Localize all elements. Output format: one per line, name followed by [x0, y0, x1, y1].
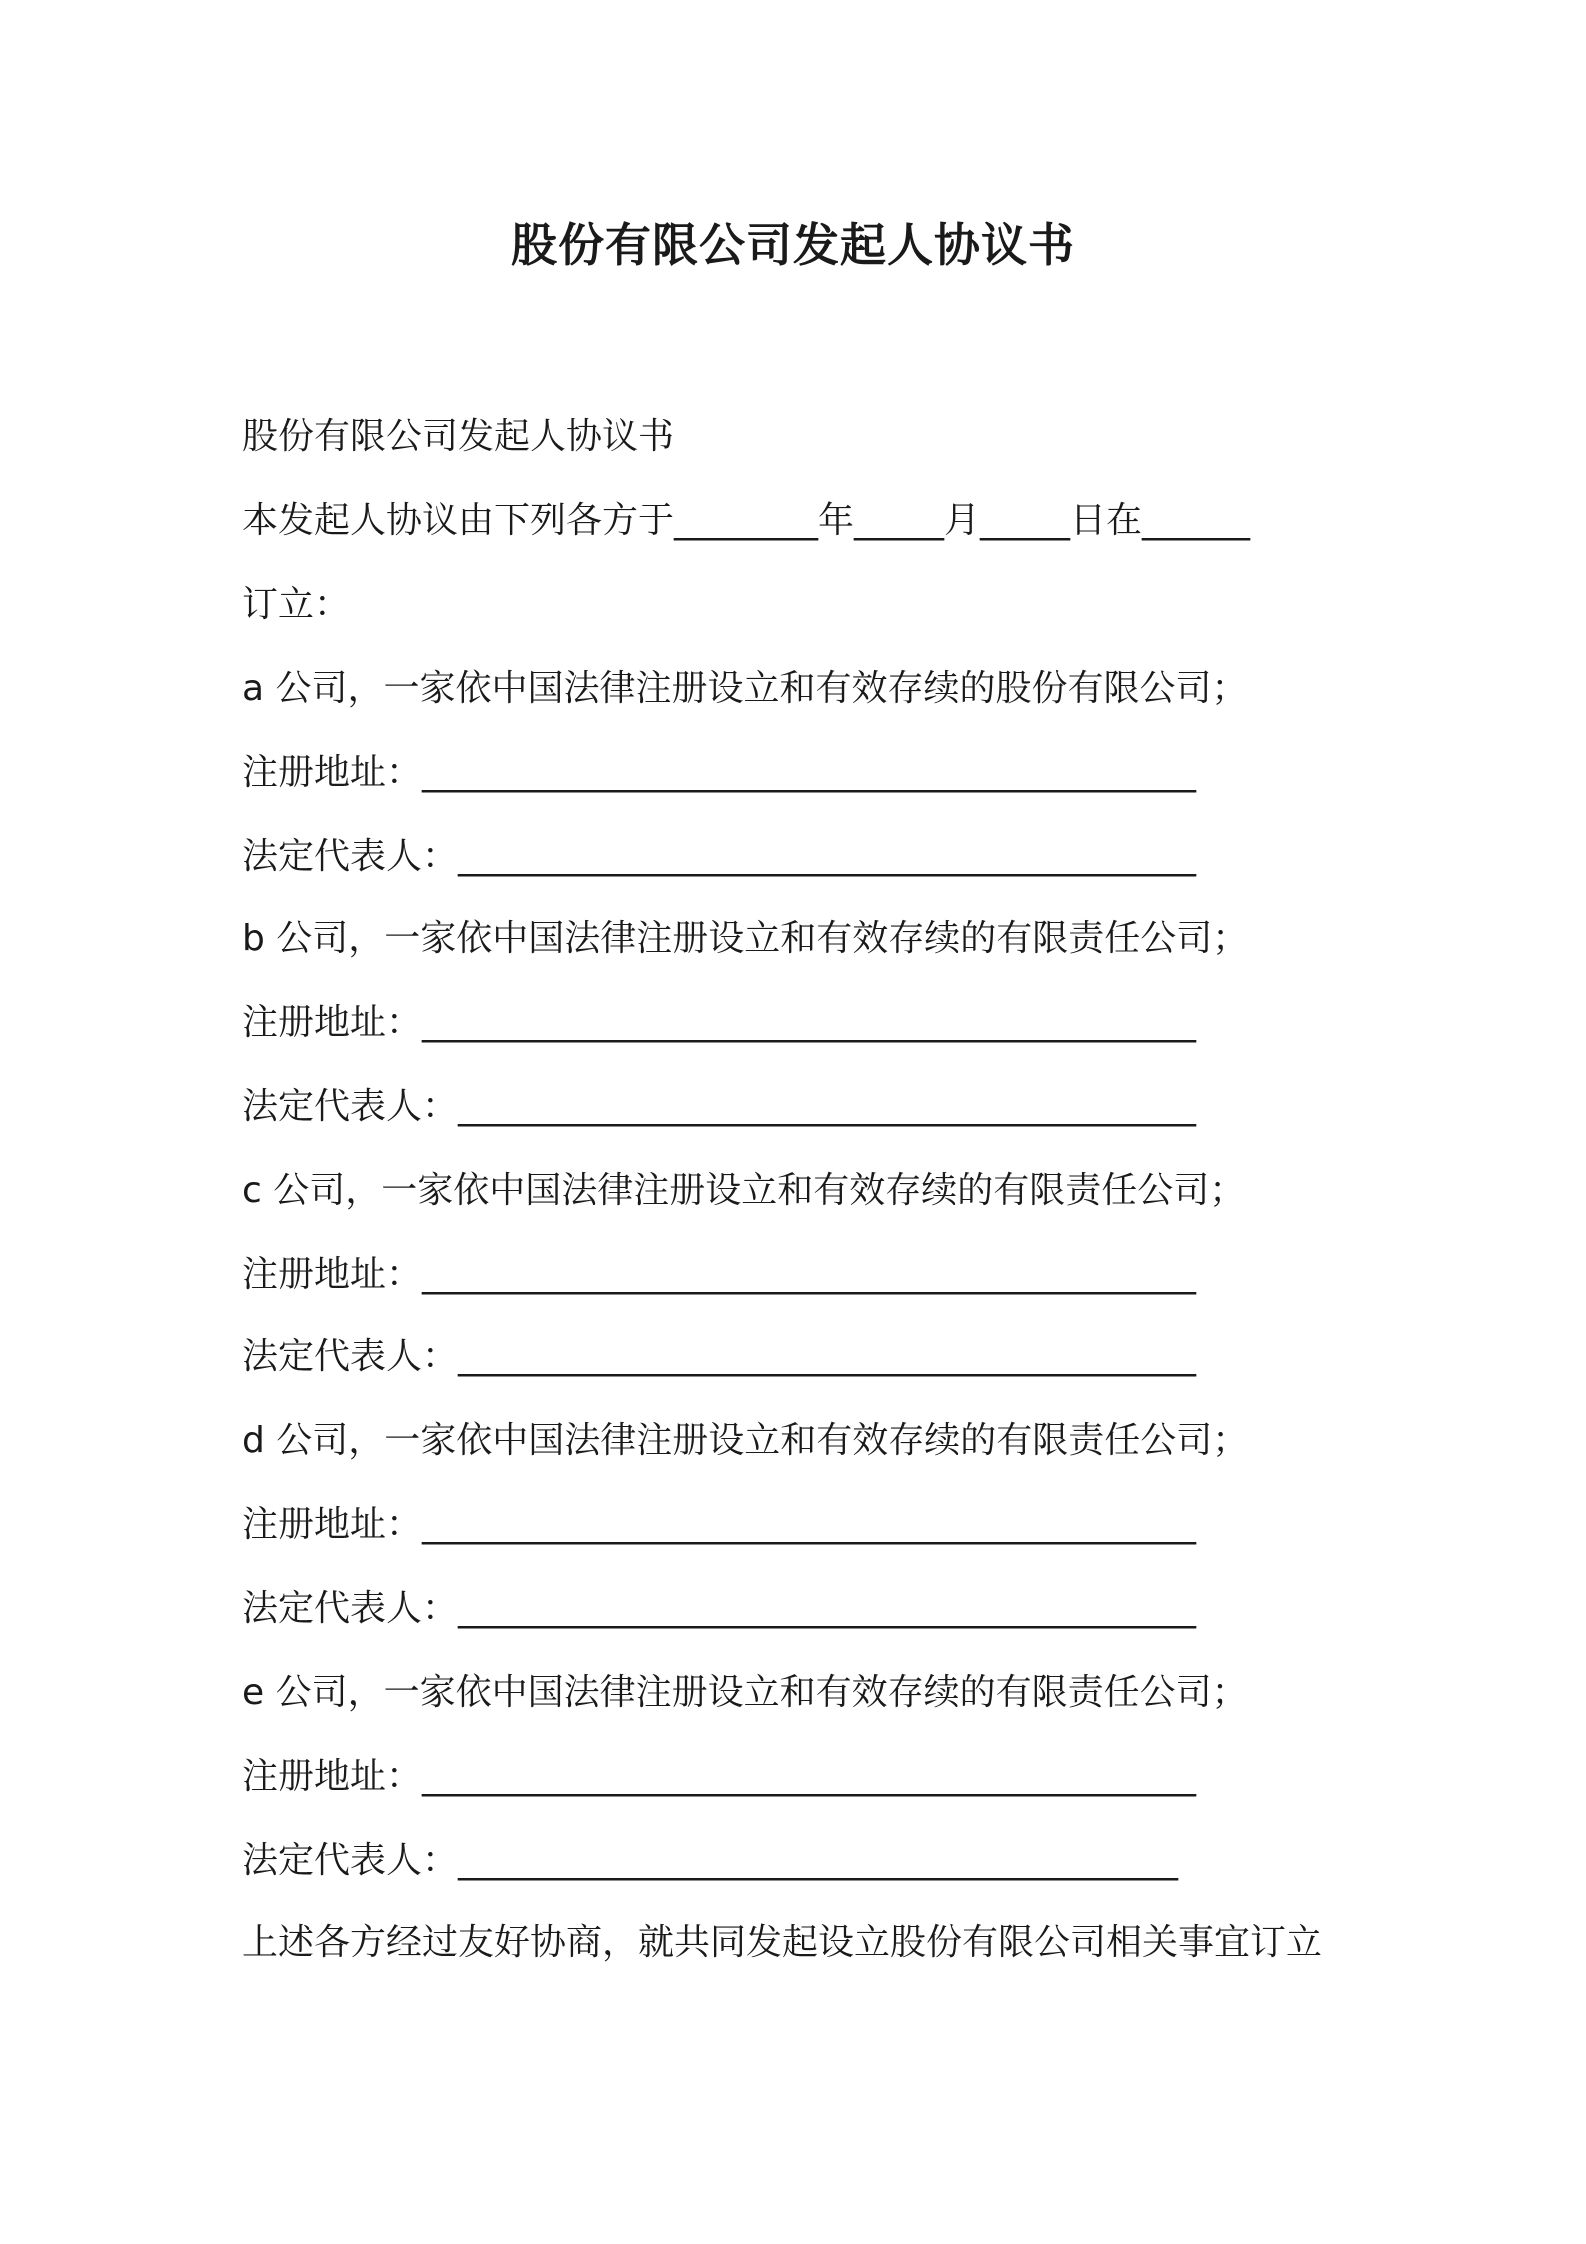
party-b-address: 注册地址：___________________________________________ [242, 1002, 1197, 1043]
party-c-description: c 公司，一家依中国法律注册设立和有效存续的有限责任公司； [242, 1170, 1246, 1211]
party-a-representative: 法定代表人：_________________________________________ [242, 836, 1197, 877]
party-e-description: e 公司，一家依中国法律注册设立和有效存续的有限责任公司； [242, 1672, 1248, 1713]
party-b-description: b 公司，一家依中国法律注册设立和有效存续的有限责任公司； [242, 918, 1249, 959]
party-c-representative: 法定代表人：_________________________________________ [242, 1336, 1197, 1377]
intro-continuation: 订立： [242, 584, 351, 625]
party-d-description: d 公司，一家依中国法律注册设立和有效存续的有限责任公司； [242, 1420, 1249, 1461]
document-title: 股份有限公司发起人协议书 [511, 218, 1075, 272]
closing-paragraph: 上述各方经过友好协商，就共同发起设立股份有限公司相关事宜订立 [242, 1922, 1323, 1963]
party-b-representative: 法定代表人：_________________________________________ [242, 1086, 1197, 1127]
party-e-address: 注册地址：___________________________________________ [242, 1756, 1197, 1797]
party-c-address: 注册地址：___________________________________________ [242, 1254, 1197, 1295]
document-subtitle: 股份有限公司发起人协议书 [242, 416, 675, 457]
party-a-address: 注册地址：___________________________________________ [242, 752, 1197, 793]
party-a-description: a 公司，一家依中国法律注册设立和有效存续的股份有限公司； [242, 668, 1248, 709]
party-e-representative: 法定代表人：________________________________________ [242, 1840, 1179, 1881]
party-d-representative: 法定代表人：_________________________________________ [242, 1588, 1197, 1629]
party-d-address: 注册地址：___________________________________________ [242, 1504, 1197, 1545]
intro-line: 本发起人协议由下列各方于________年_____月_____日在______ [242, 500, 1251, 541]
